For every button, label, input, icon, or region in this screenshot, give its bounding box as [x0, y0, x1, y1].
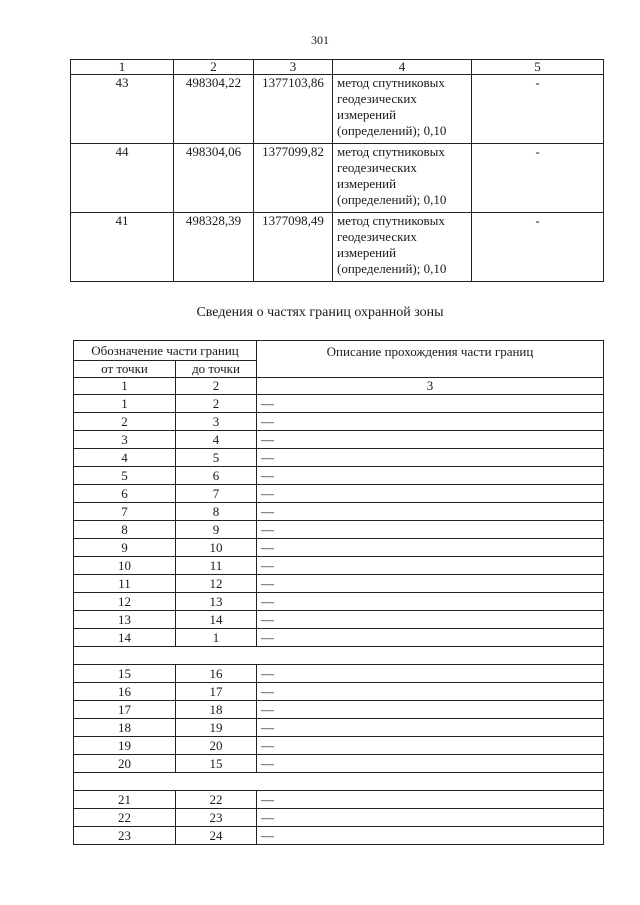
to-point: 22: [176, 791, 257, 809]
measurement-method: [333, 75, 472, 144]
from-point: 10: [74, 557, 176, 575]
method-line: метод спутниковых: [337, 144, 445, 159]
boundary-description: —: [257, 485, 604, 503]
to-point: 5: [176, 449, 257, 467]
table-row: [74, 467, 604, 485]
boundary-description: —: [257, 809, 604, 827]
header-from-point: от точки: [74, 361, 176, 378]
coordinate-x: 498328,39: [174, 213, 254, 282]
from-point: 2: [74, 413, 176, 431]
to-point: 8: [176, 503, 257, 521]
boundary-description: —: [257, 431, 604, 449]
table-row: [74, 395, 604, 413]
table-row: [74, 665, 604, 683]
from-point: 14: [74, 629, 176, 647]
from-point: 13: [74, 611, 176, 629]
note: -: [472, 213, 604, 282]
from-point: 7: [74, 503, 176, 521]
column-number: 2: [176, 378, 257, 395]
boundary-description: —: [257, 629, 604, 647]
to-point: 17: [176, 683, 257, 701]
method-line: метод спутниковых: [337, 75, 445, 90]
boundary-description: —: [257, 395, 604, 413]
boundary-description: —: [257, 503, 604, 521]
method-line: измерений: [337, 107, 397, 122]
from-point: 15: [74, 665, 176, 683]
to-point: 18: [176, 701, 257, 719]
from-point: 5: [74, 467, 176, 485]
to-point: 12: [176, 575, 257, 593]
to-point: 16: [176, 665, 257, 683]
from-point: 12: [74, 593, 176, 611]
table-row: [74, 431, 604, 449]
to-point: 19: [176, 719, 257, 737]
coordinate-x: 498304,06: [174, 144, 254, 213]
boundary-description: —: [257, 557, 604, 575]
table-row: [74, 521, 604, 539]
method-line: (определений); 0,10: [337, 261, 447, 276]
table-row: [74, 611, 604, 629]
method-line: геодезических: [337, 229, 417, 244]
from-point: 21: [74, 791, 176, 809]
column-number: 1: [71, 60, 174, 75]
header-boundary-designation: Обозначение части границ: [74, 341, 257, 361]
coordinates-table: [70, 59, 604, 282]
from-point: 19: [74, 737, 176, 755]
to-point: 13: [176, 593, 257, 611]
to-point: 4: [176, 431, 257, 449]
method-line: геодезических: [337, 91, 417, 106]
to-point: 14: [176, 611, 257, 629]
from-point: 4: [74, 449, 176, 467]
table-row: [74, 737, 604, 755]
point-id: 43: [71, 75, 174, 144]
boundary-description: —: [257, 467, 604, 485]
method-line: геодезических: [337, 160, 417, 175]
table-row: [74, 539, 604, 557]
boundary-description: —: [257, 449, 604, 467]
table-row: [74, 485, 604, 503]
method-line: (определений); 0,10: [337, 123, 447, 138]
column-number: 2: [174, 60, 254, 75]
to-point: 24: [176, 827, 257, 845]
boundary-description: —: [257, 413, 604, 431]
boundary-description: —: [257, 593, 604, 611]
page-number: 301: [311, 33, 329, 47]
table-row: [74, 701, 604, 719]
table-row: [74, 827, 604, 845]
boundary-description: —: [257, 575, 604, 593]
from-point: 8: [74, 521, 176, 539]
from-point: 3: [74, 431, 176, 449]
note: -: [472, 144, 604, 213]
boundary-description: —: [257, 737, 604, 755]
from-point: 17: [74, 701, 176, 719]
header-to-point: до точки: [176, 361, 257, 378]
table-row: [74, 413, 604, 431]
group-separator-row: [74, 773, 604, 791]
coordinate-y: 1377098,49: [254, 213, 333, 282]
coordinate-y: 1377103,86: [254, 75, 333, 144]
boundary-description: —: [257, 701, 604, 719]
point-id: 41: [71, 213, 174, 282]
boundary-description: —: [257, 539, 604, 557]
method-line: измерений: [337, 245, 397, 260]
boundary-description: —: [257, 521, 604, 539]
method-line: метод спутниковых: [337, 213, 445, 228]
from-point: 18: [74, 719, 176, 737]
point-id: 44: [71, 144, 174, 213]
from-point: 22: [74, 809, 176, 827]
to-point: 11: [176, 557, 257, 575]
column-number: 5: [472, 60, 604, 75]
blank-cell: [74, 773, 604, 791]
to-point: 3: [176, 413, 257, 431]
to-point: 2: [176, 395, 257, 413]
to-point: 6: [176, 467, 257, 485]
method-line: (определений); 0,10: [337, 192, 447, 207]
coordinates-header-row: [71, 60, 604, 75]
column-number: 1: [74, 378, 176, 395]
from-point: 9: [74, 539, 176, 557]
note: -: [472, 75, 604, 144]
to-point: 1: [176, 629, 257, 647]
from-point: 6: [74, 485, 176, 503]
table-row: [74, 719, 604, 737]
to-point: 23: [176, 809, 257, 827]
table-row: [74, 575, 604, 593]
table-row: [74, 503, 604, 521]
coordinate-y: 1377099,82: [254, 144, 333, 213]
boundary-description: —: [257, 719, 604, 737]
table-row: [74, 755, 604, 773]
boundary-description: —: [257, 665, 604, 683]
method-line: измерений: [337, 176, 397, 191]
from-point: 1: [74, 395, 176, 413]
from-point: 16: [74, 683, 176, 701]
table-row: [74, 449, 604, 467]
table-row: [74, 791, 604, 809]
to-point: 7: [176, 485, 257, 503]
coordinates-row: [71, 144, 604, 213]
boundary-description: —: [257, 611, 604, 629]
boundary-description: —: [257, 791, 604, 809]
table-row: [74, 593, 604, 611]
group-separator-row: [74, 647, 604, 665]
boundary-description: —: [257, 683, 604, 701]
table-row: [74, 629, 604, 647]
to-point: 15: [176, 755, 257, 773]
from-point: 11: [74, 575, 176, 593]
table-row: [74, 809, 604, 827]
measurement-method: [333, 213, 472, 282]
column-number: 3: [254, 60, 333, 75]
to-point: 9: [176, 521, 257, 539]
from-point: 20: [74, 755, 176, 773]
coordinates-row: [71, 213, 604, 282]
boundary-description: —: [257, 827, 604, 845]
section-title: Сведения о частях границ охранной зоны: [196, 305, 444, 320]
from-point: 23: [74, 827, 176, 845]
column-number: 4: [333, 60, 472, 75]
blank-cell: [74, 647, 604, 665]
header-description: Описание прохождения части границ: [257, 341, 604, 378]
boundary-description: —: [257, 755, 604, 773]
measurement-method: [333, 144, 472, 213]
to-point: 20: [176, 737, 257, 755]
coordinate-x: 498304,22: [174, 75, 254, 144]
to-point: 10: [176, 539, 257, 557]
coordinates-row: [71, 75, 604, 144]
column-number: 3: [257, 378, 604, 395]
table-row: [74, 683, 604, 701]
boundary-parts-table: [73, 340, 604, 845]
table-row: [74, 557, 604, 575]
